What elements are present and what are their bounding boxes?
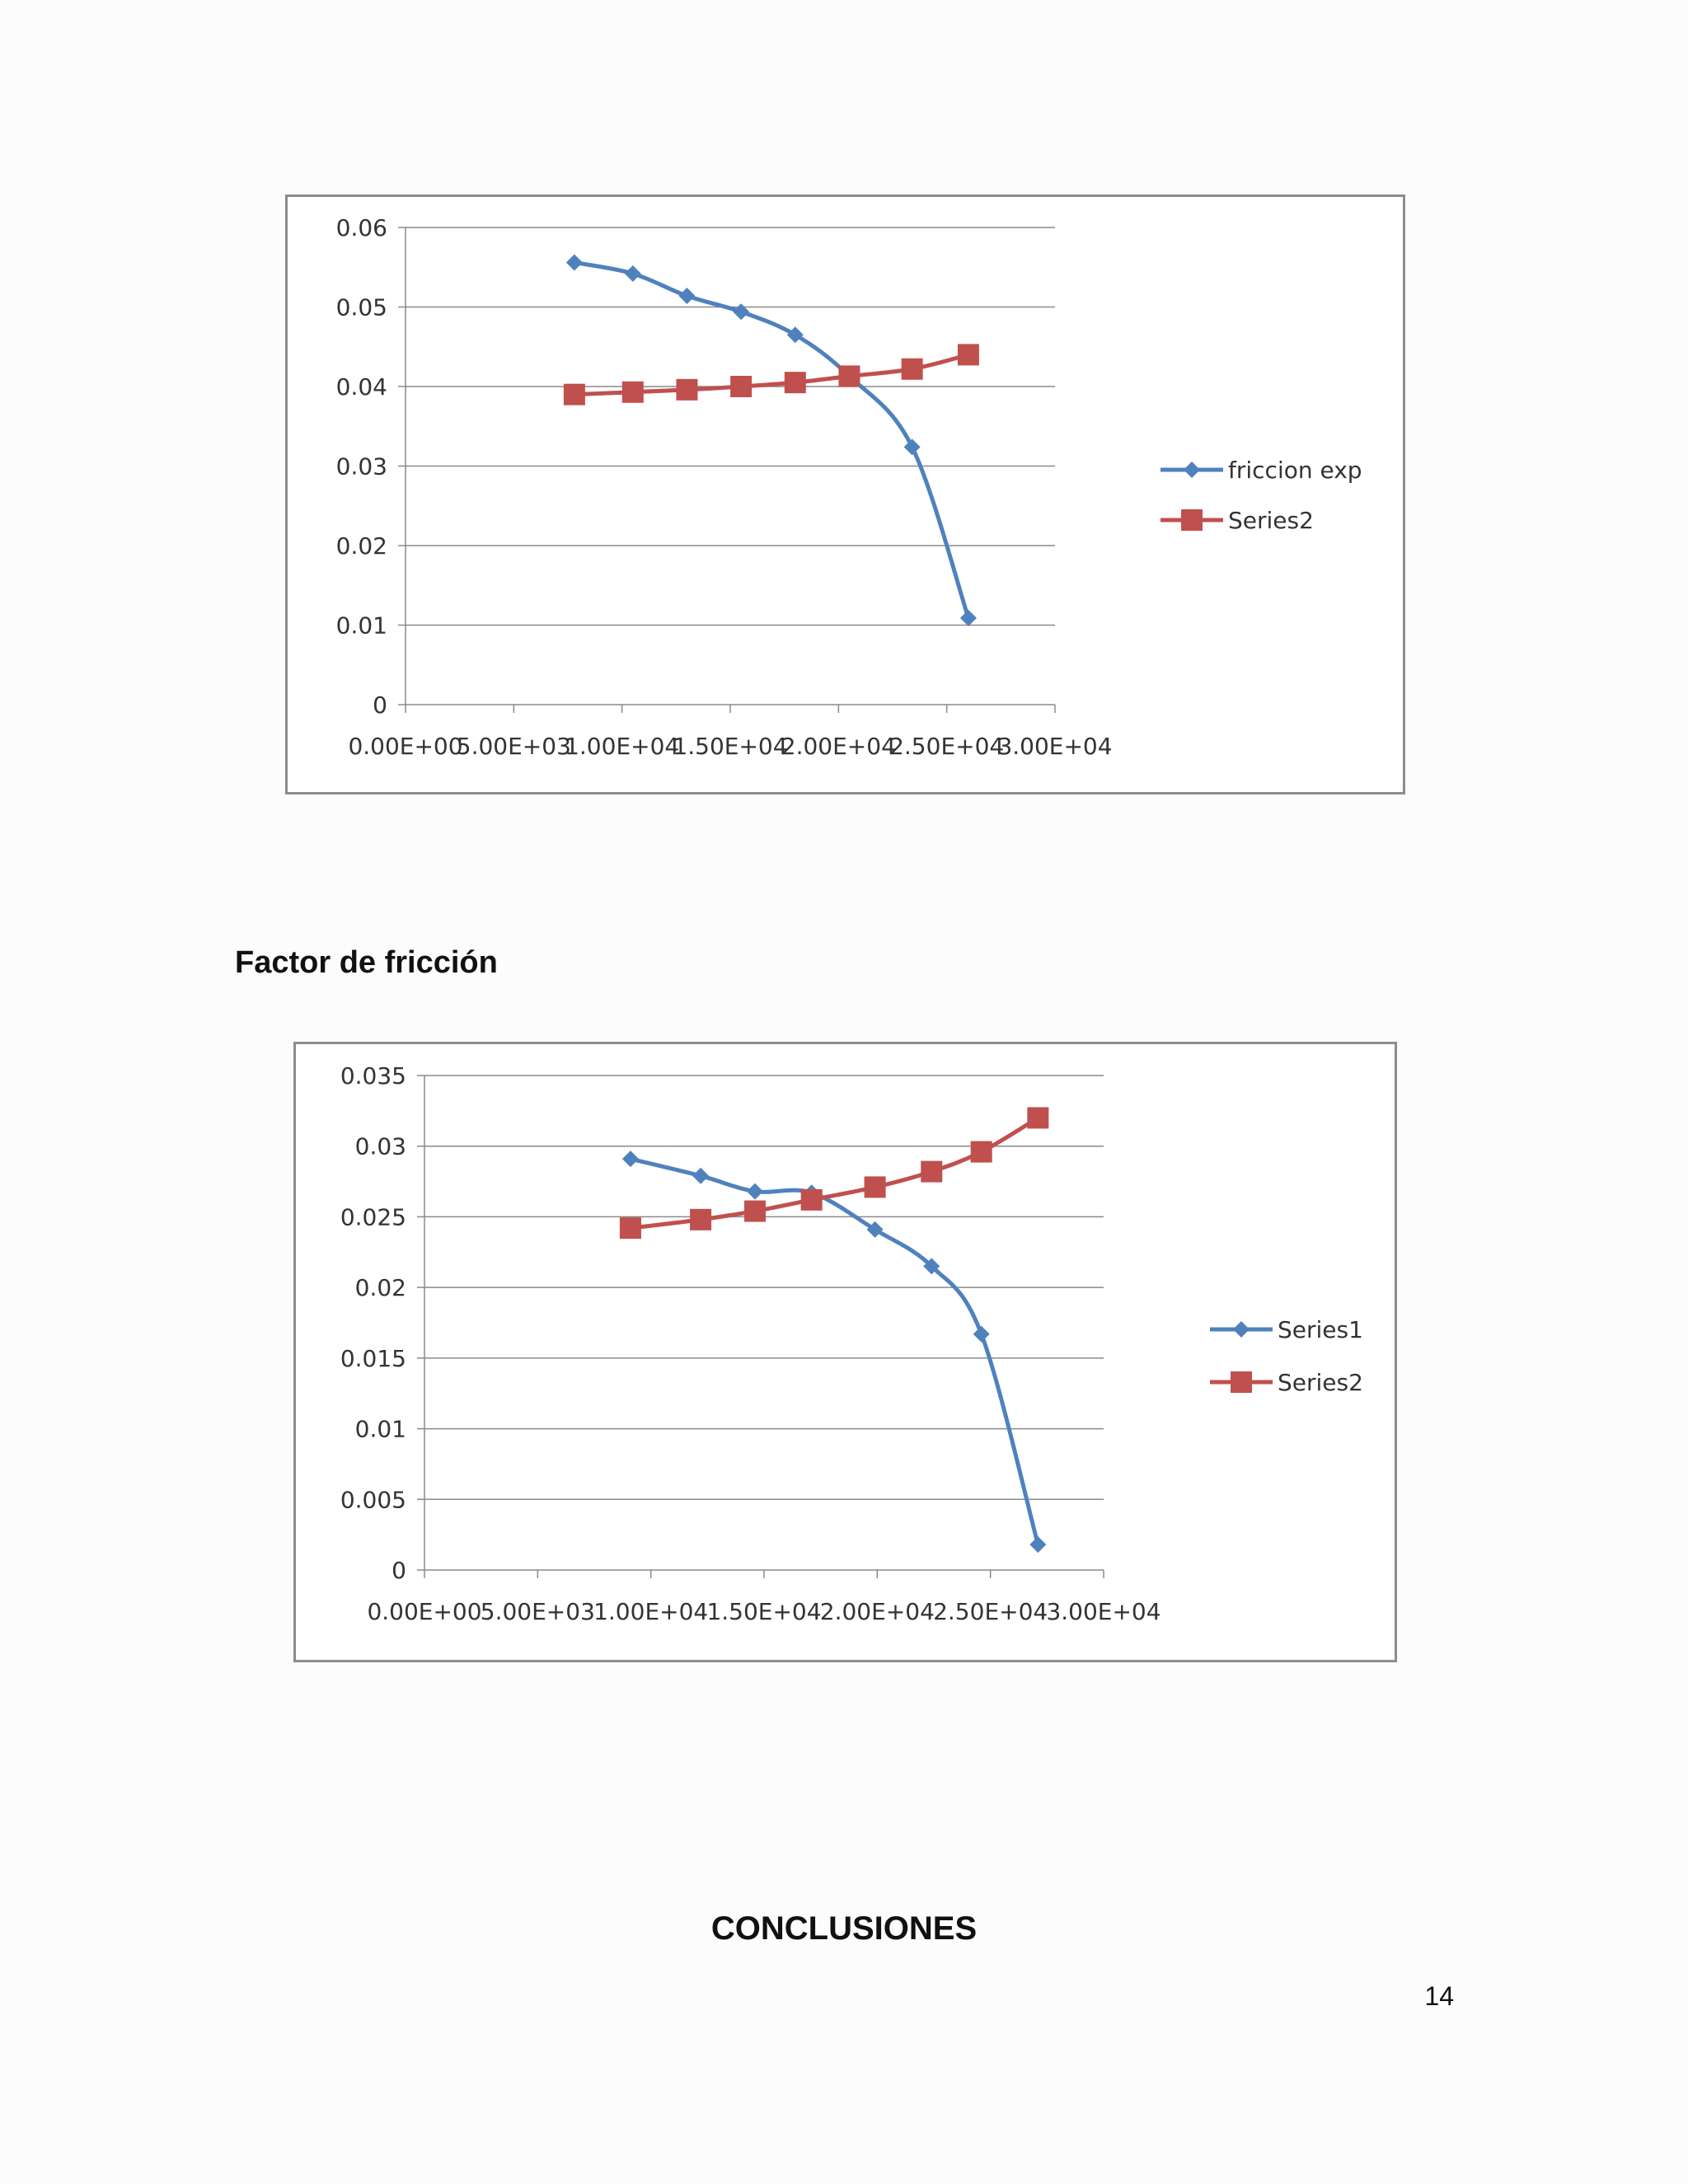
legend-label: Series2 <box>1278 1369 1363 1396</box>
x-tick-label: 1.00E+04 <box>593 1598 709 1625</box>
chart1-point-series2 <box>676 379 697 401</box>
chart2-point-series2 <box>620 1217 641 1239</box>
y-tick-label: 0.05 <box>335 293 387 321</box>
y-tick-label: 0.04 <box>335 373 387 401</box>
chart2-point-series2 <box>921 1161 942 1183</box>
legend-label: Series2 <box>1228 507 1314 534</box>
chart2-point-series2 <box>971 1141 992 1163</box>
friccion-exp-chart-svg <box>288 197 1403 792</box>
chart1-point-series2 <box>785 372 806 393</box>
y-tick-label: 0.035 <box>340 1062 406 1090</box>
legend-marker <box>1231 1371 1252 1393</box>
y-tick-label: 0.015 <box>340 1344 406 1372</box>
chart1-point-friccion-exp <box>566 254 583 270</box>
chart1-point-friccion-exp <box>733 303 749 320</box>
x-tick-label: 1.50E+04 <box>706 1598 822 1625</box>
chart1-point-friccion-exp <box>904 438 921 455</box>
page-number: 14 <box>1424 1981 1454 2011</box>
chart1-series-line-friccion-exp <box>574 262 968 617</box>
section-heading-conclusiones: CONCLUSIONES <box>710 1910 978 1947</box>
chart2-point-series2 <box>744 1201 766 1222</box>
x-tick-label: 3.00E+04 <box>1046 1598 1161 1625</box>
chart2-point-series2 <box>1027 1107 1048 1128</box>
chart1-point-series2 <box>730 376 752 397</box>
legend-marker <box>1181 509 1203 531</box>
legend-entry-series2 <box>1210 1369 1363 1396</box>
x-tick-label: 1.00E+04 <box>565 733 680 760</box>
x-tick-label: 2.50E+04 <box>933 1598 1048 1625</box>
chart2-point-series1 <box>747 1183 763 1200</box>
x-tick-label: 2.50E+04 <box>889 733 1005 760</box>
chart1-point-series2 <box>564 384 585 405</box>
y-tick-label: 0.02 <box>335 532 387 560</box>
chart2-point-series2 <box>801 1189 823 1211</box>
friccion-exp-chart <box>285 194 1405 794</box>
legend-entry-friccion-exp <box>1160 457 1362 484</box>
chart1-point-friccion-exp <box>625 265 641 282</box>
y-tick-label: 0.01 <box>335 612 387 640</box>
chart1-point-series2 <box>622 382 644 403</box>
x-tick-label: 2.00E+04 <box>781 733 896 760</box>
chart2-point-series1 <box>1029 1536 1046 1553</box>
y-tick-label: 0 <box>392 1557 406 1584</box>
legend-label: friccion exp <box>1228 457 1362 484</box>
factor-friccion-chart-svg <box>296 1044 1395 1660</box>
chart2-point-series2 <box>865 1176 886 1197</box>
y-tick-label: 0 <box>373 691 387 719</box>
chart2-point-series1 <box>622 1151 639 1167</box>
x-tick-label: 3.00E+04 <box>997 733 1113 760</box>
y-tick-label: 0.03 <box>354 1132 406 1160</box>
legend-marker <box>1233 1321 1250 1338</box>
y-tick-label: 0.005 <box>340 1486 406 1514</box>
legend-label: Series1 <box>1278 1316 1363 1343</box>
chart1-point-friccion-exp <box>678 288 695 304</box>
y-tick-label: 0.01 <box>354 1415 406 1443</box>
y-tick-label: 0.025 <box>340 1203 406 1231</box>
chart1-point-friccion-exp <box>960 610 977 626</box>
chart1-point-series2 <box>838 365 860 387</box>
chart1-point-series2 <box>958 344 979 365</box>
legend-marker <box>1184 462 1200 478</box>
x-tick-label: 0.00E+00 <box>367 1598 482 1625</box>
x-tick-label: 0.00E+00 <box>348 733 463 760</box>
chart1-point-series2 <box>902 359 923 380</box>
x-tick-label: 5.00E+03 <box>456 733 571 760</box>
x-tick-label: 1.50E+04 <box>673 733 788 760</box>
y-tick-label: 0.06 <box>335 214 387 241</box>
legend-entry-series2 <box>1160 507 1314 534</box>
factor-friccion-chart <box>293 1042 1397 1662</box>
section-heading-factor-de-friccion: Factor de fricción <box>235 945 498 980</box>
chart2-point-series2 <box>690 1209 711 1230</box>
x-tick-label: 2.00E+04 <box>819 1598 935 1625</box>
y-tick-label: 0.02 <box>354 1274 406 1302</box>
chart2-point-series1 <box>973 1326 990 1343</box>
x-tick-label: 5.00E+03 <box>480 1598 595 1625</box>
legend-entry-series1 <box>1210 1316 1363 1343</box>
y-tick-label: 0.03 <box>335 452 387 480</box>
chart2-point-series1 <box>692 1168 709 1184</box>
